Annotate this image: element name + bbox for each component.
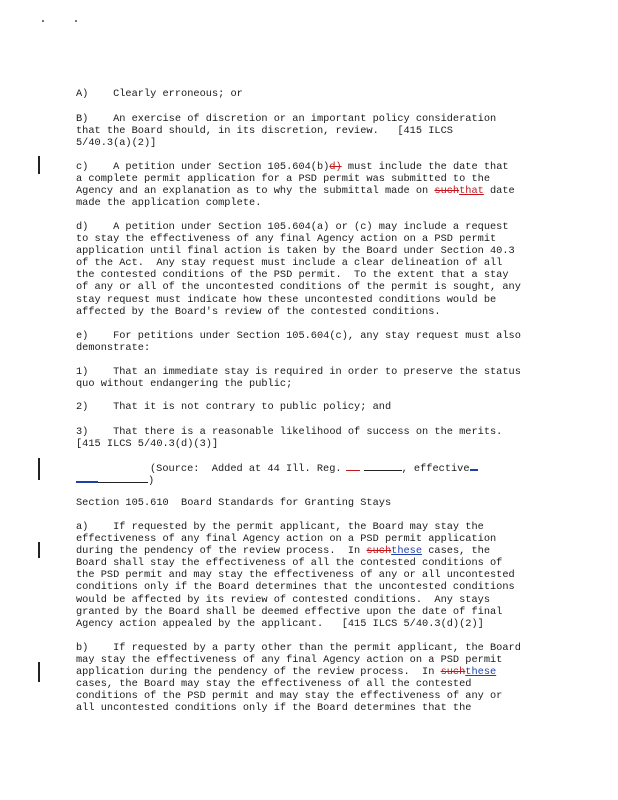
blank-inserted	[470, 460, 478, 471]
blank-effective-date	[98, 473, 148, 483]
blank-deleted	[346, 461, 360, 471]
paragraph-d-stay-request: d) A petition under Section 105.604(a) or (c) may include a request to stay the effectiveness of any final Agency action on a PSD permit application until final action is taken by the Board under Section 40.3 of the Act. Any stay request must include a clear delineation of all the contested conditions of the PSD permit. To the extent that a stay of any or all of the uncontested conditions of the permit is sought, any stay request must indicate how these uncontested conditions would be affected by the Board's review of the contested conditions.	[76, 221, 521, 318]
item-2-public-policy: 2) That it is not contrary to public policy; and	[76, 401, 392, 413]
blank-inserted	[76, 472, 98, 483]
deleted-text: such	[366, 545, 392, 558]
inserted-text: that	[459, 185, 484, 198]
item-1-immediate-stay: 1) That an immediate stay is required in order to preserve the status quo without endangering the public;	[76, 366, 521, 391]
paragraph-b-other-party-stay: b) If requested by a party other than the permit applicant, the Board may stay the effectiveness of any final Agency action on a PSD permit application during the pendency of the review process. In suchthese cases, the Board may stay the effectiveness of all the contested conditions of the PSD permit and may stay the effectiveness of any or all uncontested conditions only if the Board determines that the	[76, 642, 521, 715]
change-bar	[38, 458, 40, 480]
blank-register-number	[364, 461, 402, 471]
paragraph-a-applicant-stay: a) If requested by the permit applicant, the Board may stay the effectiveness of any final Agency action on a PSD permit application during the pendency of the review process. In suchthese cases, the Board shall stay the effectiveness of all the contested conditions of the PSD permit and may stay the effectiveness of any or all uncontested conditions only if the Board determines that the uncontested conditions would be affected by its review of contested conditions. Any stays granted by the Board shall be deemed effective upon the date of final Agency action appealed by the applicant. [415 ILCS 5/40.3(d)(2)]	[76, 521, 515, 630]
change-bar	[38, 542, 40, 558]
deleted-text: such	[434, 185, 460, 198]
inserted-text: these	[391, 545, 423, 558]
scan-speck	[75, 20, 77, 22]
paragraph-e-demonstrate: e) For petitions under Section 105.604(c), any stay request must also demonstrate:	[76, 330, 521, 355]
paragraph-a-clearly-erroneous: A) Clearly erroneous; or	[76, 88, 243, 100]
paragraph-b-discretion: B) An exercise of discretion or an important policy consideration that the Board should, in its discretion, review. [415 ILCS 5/40.3(a)(2)]	[76, 113, 497, 150]
change-bar	[38, 662, 40, 682]
section-heading: Section 105.610 Board Standards for Granting Stays	[76, 497, 392, 509]
source-note-continuation: )	[76, 472, 546, 487]
inserted-text: these	[465, 666, 497, 679]
source-note: (Source: Added at 44 Ill. Reg. , effective	[150, 460, 618, 475]
paragraph-c-petition-date: c) A petition under Section 105.604(b)d) must include the date that a complete permit application for a PSD permit was submitted to the Agency and an explanation as to why the submittal made on suchthat date made the application complete.	[76, 161, 515, 210]
scan-speck	[42, 20, 44, 22]
deleted-text: such	[440, 666, 466, 679]
change-bar	[38, 156, 40, 174]
deleted-text: d)	[329, 161, 342, 173]
item-3-likelihood-success: 3) That there is a reasonable likelihood of success on the merits. [415 ILCS 5/40.3(d)(3)]	[76, 426, 503, 451]
